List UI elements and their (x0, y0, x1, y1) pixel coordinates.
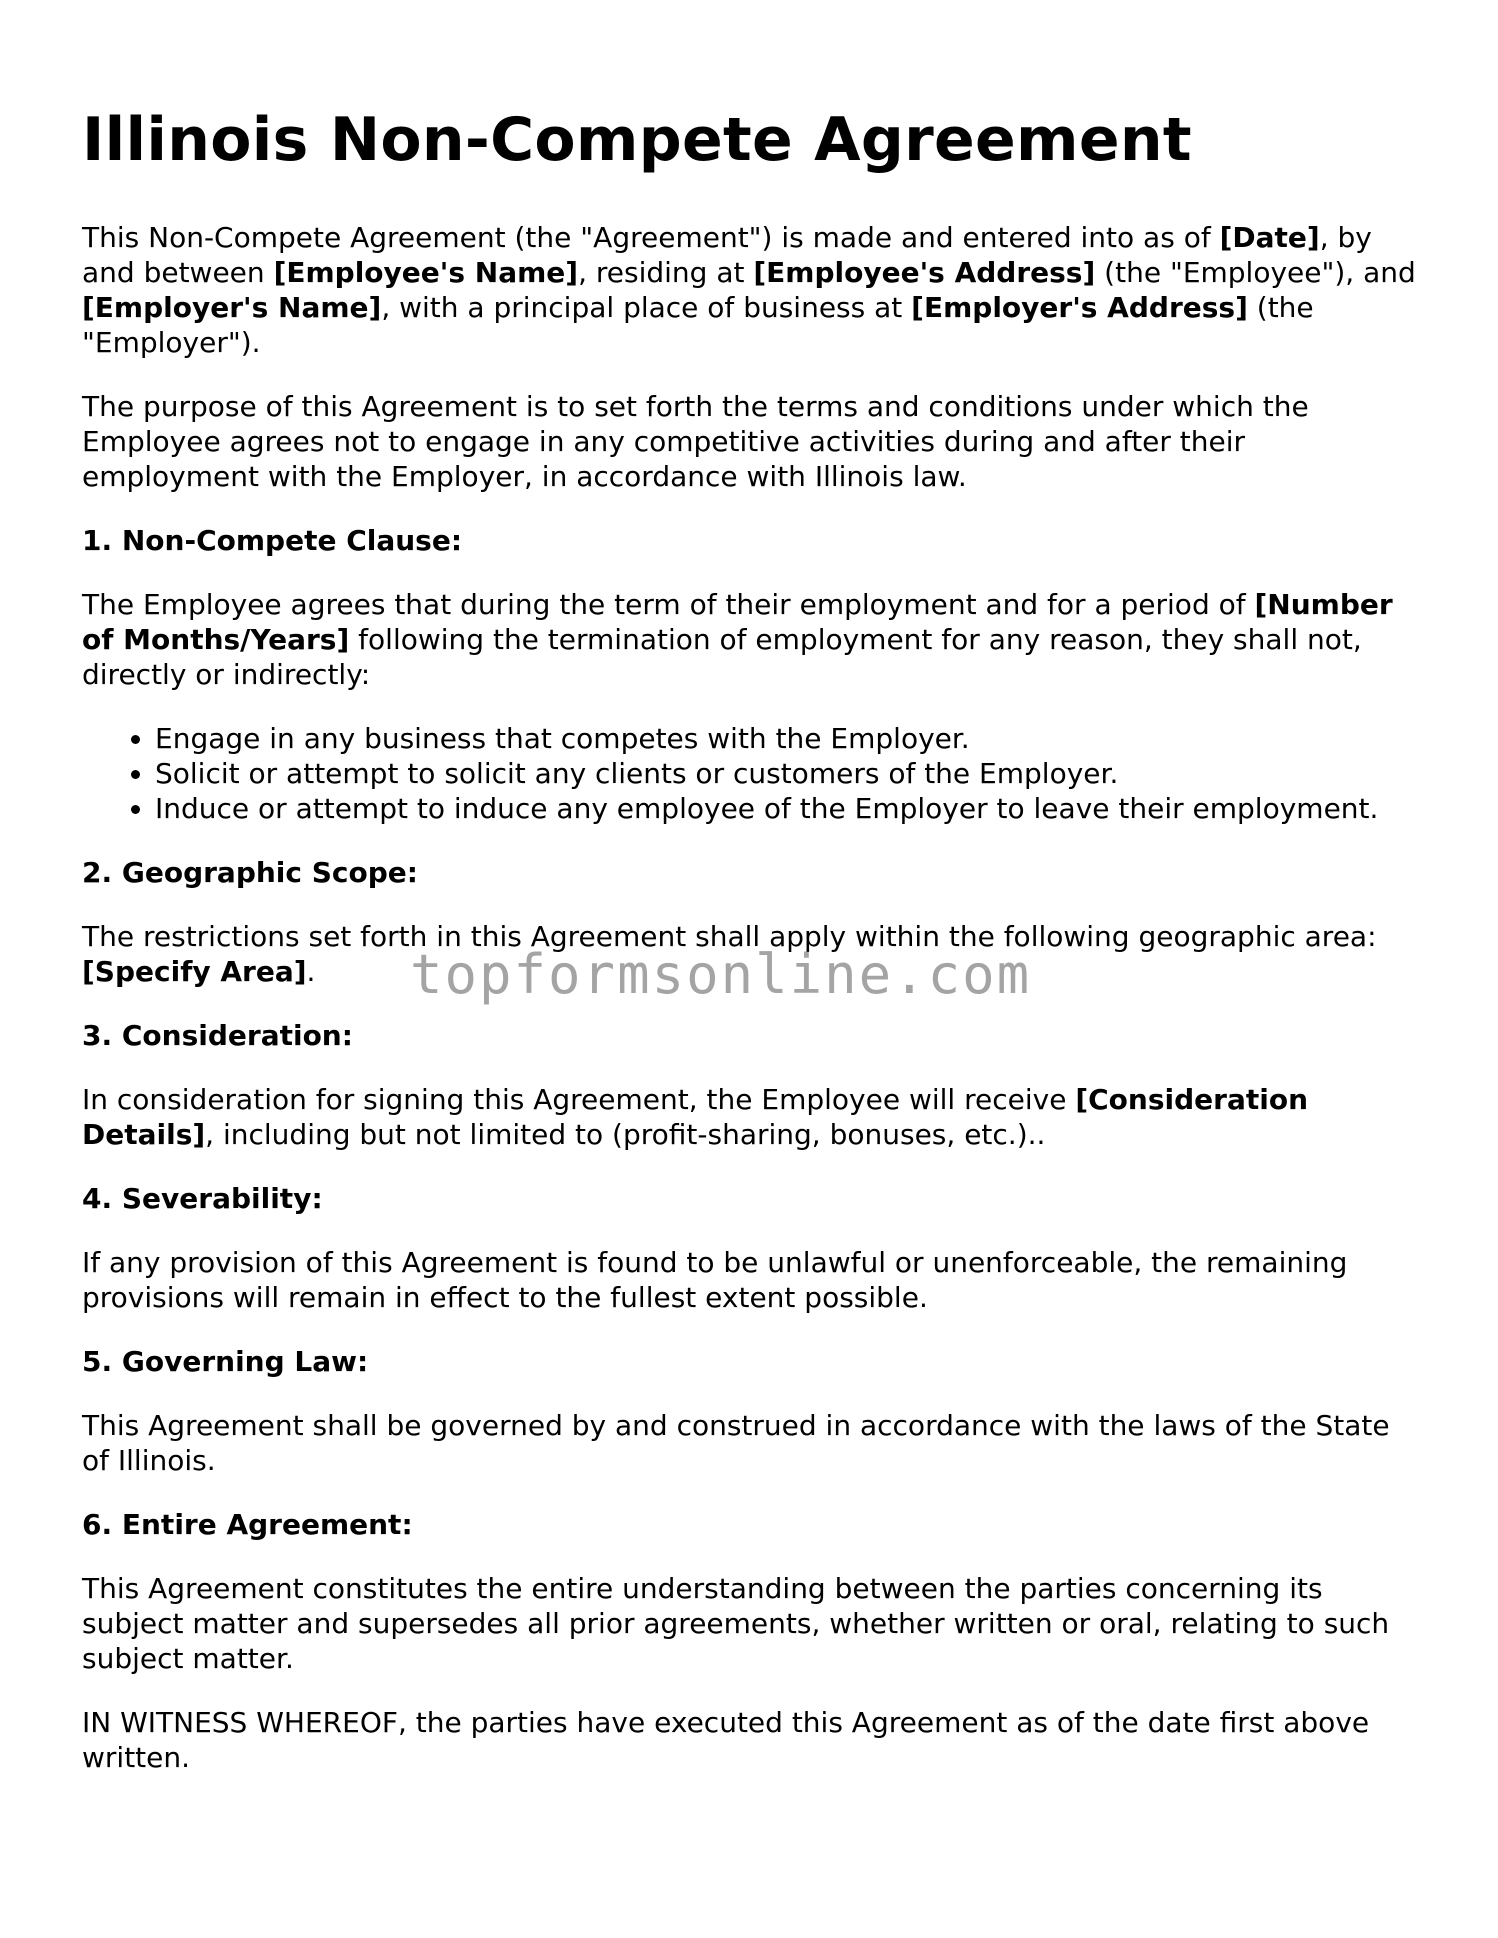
non-compete-text: The Employee agrees that during the term of their employment and for a period of (82, 588, 1255, 621)
employee-address-placeholder: [Employee's Address] (753, 256, 1096, 289)
geographic-text: The restrictions set forth in this Agreement shall apply within the following geographic area: (82, 920, 1377, 953)
area-placeholder: [Specify Area] (82, 955, 307, 988)
document-page (82, 104, 1422, 1804)
employer-address-placeholder: [Employer's Address] (911, 291, 1248, 324)
section-heading-non-compete: 1. Non-Compete Clause: (82, 524, 463, 557)
restrictions-list (82, 721, 1422, 826)
section-heading-consideration: 3. Consideration: (82, 1019, 353, 1052)
list-item: • Engage in any business that competes with the Employer. (155, 721, 1422, 756)
employee-name-placeholder: [Employee's Name] (273, 256, 579, 289)
list-item: • Induce or attempt to induce any employee of the Employer to leave their employment. (155, 791, 1422, 826)
geographic-text: . (306, 955, 316, 988)
consideration-text: , including but not limited to (profit-sharing, bonuses, etc.).. (205, 1118, 1046, 1151)
intro-text: (the "Employee"), and (1095, 256, 1416, 289)
document-title: Illinois Non-Compete Agreement (82, 105, 1192, 175)
period-placeholder: [Number of Months/Years] (82, 588, 1393, 656)
employer-name-placeholder: [Employer's Name] (82, 291, 382, 324)
witness-paragraph: IN WITNESS WHEREOF, the parties have executed this Agreement as of the date first above written. (82, 1706, 1370, 1774)
severability-paragraph: If any provision of this Agreement is found to be unlawful or unenforceable, the remaining provisions will remain in effect to the fullest extent possible. (82, 1246, 1348, 1314)
intro-text: , by and between (82, 221, 1372, 289)
list-item: • Solicit or attempt to solicit any clients or customers of the Employer. (155, 756, 1422, 791)
section-heading-geographic-scope: 2. Geographic Scope: (82, 856, 418, 889)
consideration-paragraph (82, 1082, 1422, 1152)
section-heading-severability: 4. Severability: (82, 1182, 323, 1215)
governing-law-paragraph: This Agreement shall be governed by and construed in accordance with the laws of the State of Illinois. (82, 1409, 1390, 1477)
intro-paragraph (82, 220, 1422, 360)
consideration-placeholder: [Consideration Details] (82, 1083, 1308, 1151)
entire-agreement-paragraph: This Agreement constitutes the entire understanding between the parties concerning its subject matter and supersedes all prior agreements, whether written or oral, relating to such subject matter. (82, 1572, 1390, 1675)
geographic-scope-paragraph (82, 919, 1422, 989)
date-placeholder: [Date] (1219, 221, 1320, 254)
purpose-paragraph: The purpose of this Agreement is to set forth the terms and conditions under which the Employee agrees not to engage in any competitive activities during and after their employment with the Employer, in accordance with Illinois law. (82, 390, 1309, 493)
section-heading-entire-agreement: 6. Entire Agreement: (82, 1508, 413, 1541)
non-compete-paragraph (82, 587, 1422, 692)
watermark: topformsonline.com (410, 943, 1032, 1006)
consideration-text: In consideration for signing this Agreement, the Employee will receive (82, 1083, 1076, 1116)
section-heading-governing-law: 5. Governing Law: (82, 1345, 369, 1378)
intro-text: , with a principal place of business at (381, 291, 912, 324)
intro-text: This Non-Compete Agreement (the "Agreement") is made and entered into as of (82, 221, 1220, 254)
intro-text: , residing at (578, 256, 754, 289)
non-compete-text: following the termination of employment for any reason, they shall not, directly or indirectly: (82, 623, 1362, 691)
intro-text: (the "Employer"). (82, 291, 1314, 359)
